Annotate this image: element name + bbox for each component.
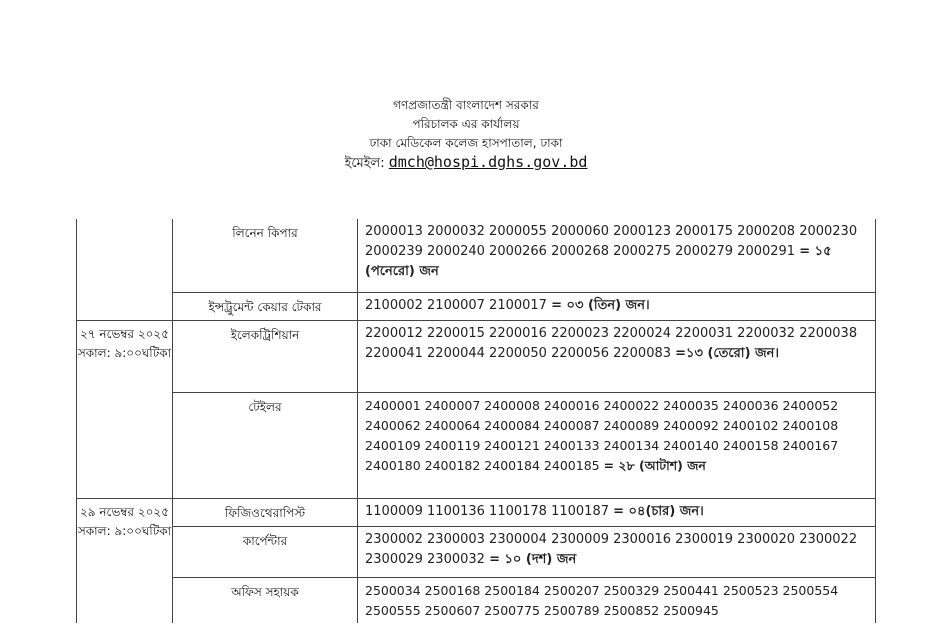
- total-count: = ১৫ (পনেরো) জন: [365, 244, 832, 279]
- table-row: [77, 498, 876, 526]
- post-cell: লিনেন কিপার: [173, 219, 358, 292]
- total-count: =১৩ (তেরো) জন।: [675, 345, 780, 361]
- numbers-cell: [358, 392, 876, 498]
- email-label: ইমেইল:: [344, 156, 385, 171]
- post-cell: টেইলর: [173, 392, 358, 498]
- document-header: [0, 96, 932, 175]
- post-cell: ফিজিওথেরাপিস্ট: [173, 498, 358, 526]
- numbers-cell: [358, 498, 876, 526]
- roll-numbers: 2000013 2000032 2000055 2000060 2000123 2000175 2000208 2000230 2000239 2000240 2000266 2000268 2000275 2000279 2000291: [365, 224, 858, 259]
- roll-numbers: 2200012 2200015 2200016 2200023 2200024 2200031 2200032 2200038 2200041 2200044 2200050 2200056 2200083: [365, 325, 858, 361]
- email-line: [0, 153, 932, 175]
- roll-numbers: 2300002 2300003 2300004 2300009 2300016 2300019 2300020 2300022 2300029 2300032: [365, 531, 858, 567]
- schedule-table: [76, 219, 876, 623]
- table-row: [77, 577, 876, 623]
- date-cell: ২৯ নভেম্বর ২০২৫ সকাল: ৯:০০ঘটিকা: [77, 498, 173, 623]
- table-row: [77, 392, 876, 498]
- roll-numbers: 1100009 1100136 1100178 1100187: [365, 503, 609, 519]
- roll-numbers: 2400001 2400007 2400008 2400016 2400022 2400035 2400036 2400052 2400062 2400064 2400084 2400087 2400089 2400092 2400102 2400108 2400109 2400119 2400121 2400133 2400134 2400140 2400158 2400167 2400180 2400182 2400184 2400185: [365, 397, 839, 473]
- numbers-cell: [358, 292, 876, 320]
- numbers-cell: [358, 320, 876, 392]
- email-link[interactable]: dmch@hospi.dghs.gov.bd: [388, 153, 588, 171]
- post-cell: অফিস সহায়ক: [173, 577, 358, 623]
- total-count: = ১০ (দশ) জন: [489, 551, 577, 567]
- numbers-cell: [358, 526, 876, 577]
- table-row: [77, 526, 876, 577]
- office-title: পরিচালক এর কার্যালয়: [412, 117, 520, 131]
- post-cell: ইলেকট্রিশিয়ান: [173, 320, 358, 392]
- total-count: = ২৮ (আটাশ) জন: [603, 457, 706, 473]
- date-cell: ২৭ নভেম্বর ২০২৫ সকাল: ৯:০০ঘটিকা: [77, 320, 173, 498]
- hospital-title: ঢাকা মেডিকেল কলেজ হাসপাতাল, ঢাকা: [369, 136, 563, 150]
- numbers-cell: [358, 219, 876, 292]
- roll-numbers: 2500034 2500168 2500184 2500207 2500329 2500441 2500523 2500554 2500555 2500607 2500775 2500789 2500852 2500945: [365, 582, 839, 618]
- table-row: [77, 219, 876, 292]
- date-cell: [77, 219, 173, 320]
- table-row: [77, 292, 876, 320]
- table-row: [77, 320, 876, 392]
- numbers-cell: [358, 577, 876, 623]
- post-cell: ইন্সট্রুমেন্ট কেয়ার টেকার: [173, 292, 358, 320]
- govt-title: গণপ্রজাতন্ত্রী বাংলাদেশ সরকার: [393, 98, 539, 112]
- total-count: = ০৩ (তিন) জন।: [551, 297, 650, 313]
- roll-numbers: 2100002 2100007 2100017: [365, 297, 547, 313]
- post-cell: কার্পেন্টার: [173, 526, 358, 577]
- total-count: = ০৪(চার) জন।: [613, 503, 704, 519]
